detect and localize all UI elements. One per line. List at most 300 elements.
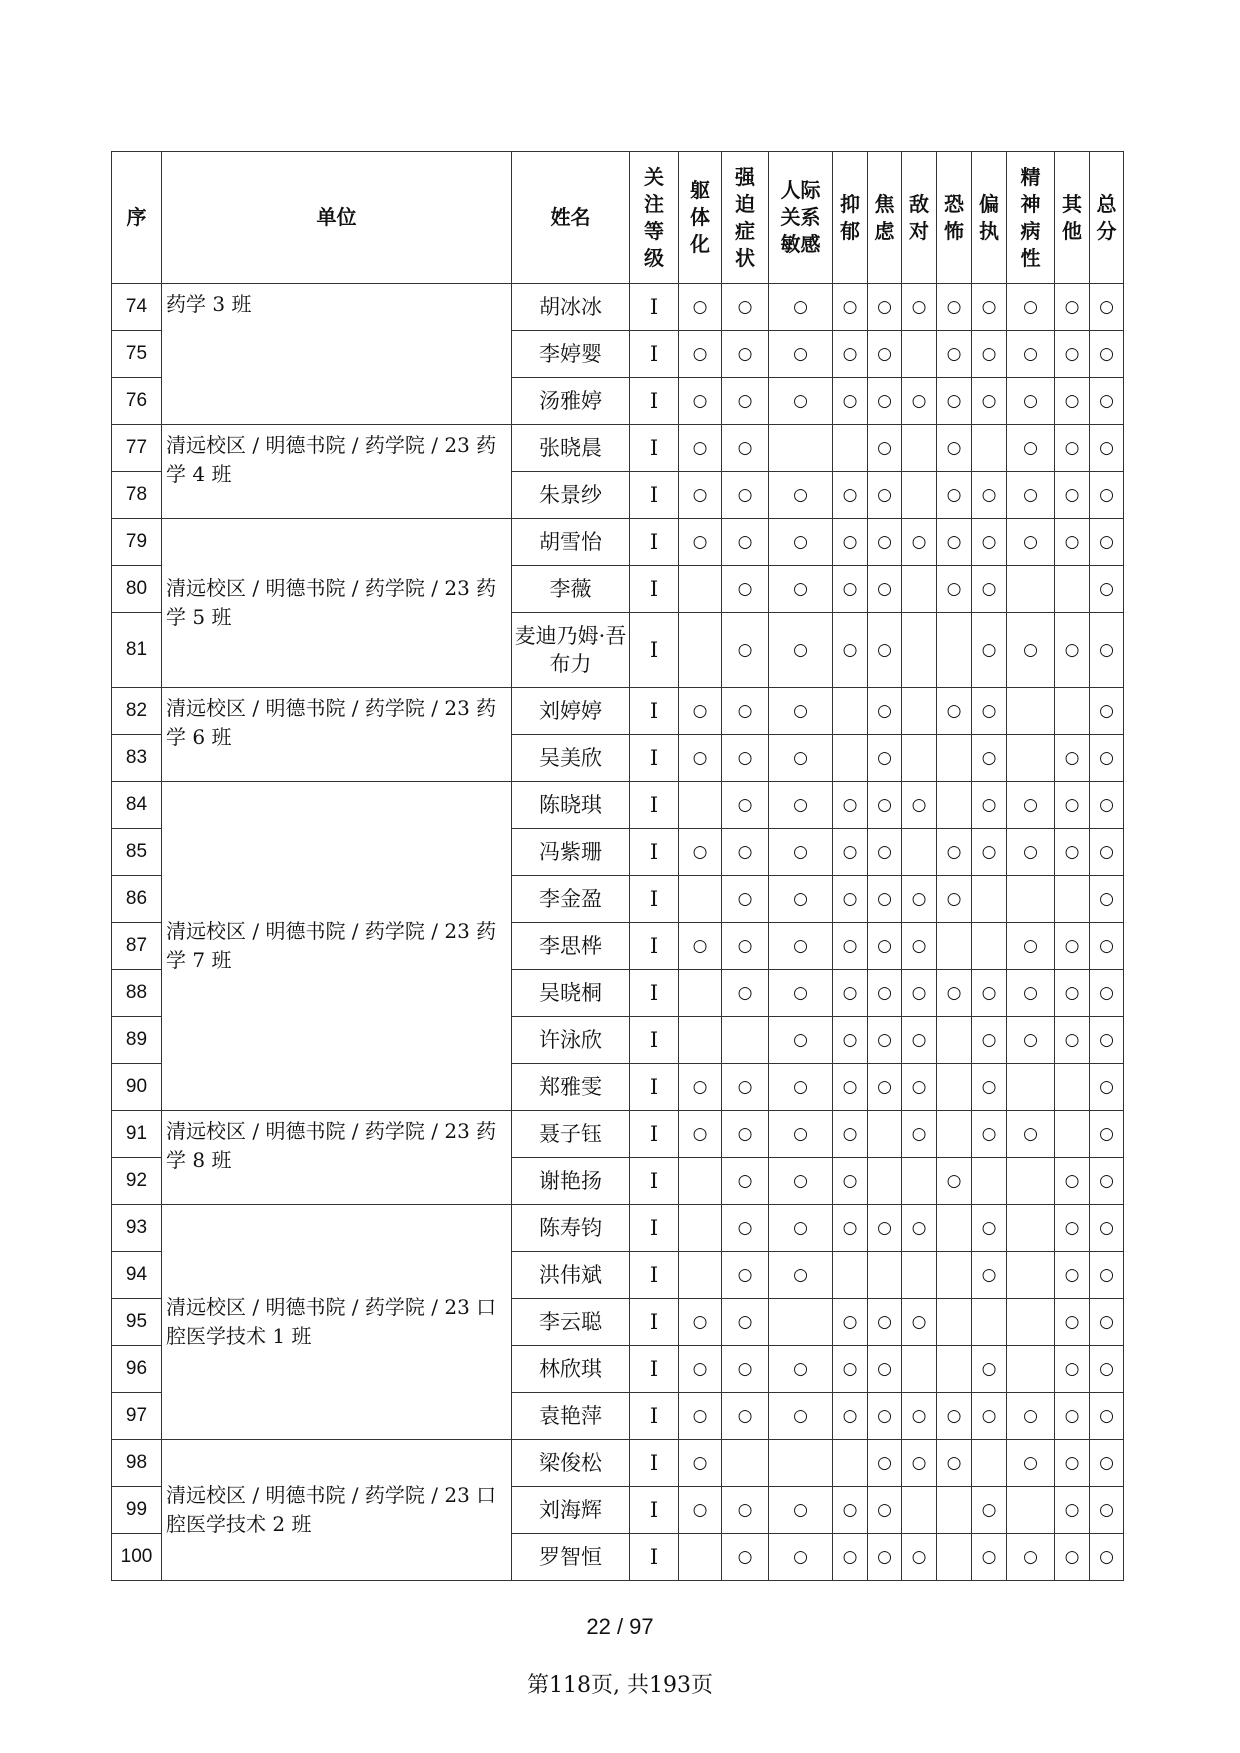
obsessive-cell: ○ bbox=[722, 782, 769, 829]
interpersonal-cell: ○ bbox=[769, 782, 833, 829]
anxiety-cell: ○ bbox=[868, 1393, 902, 1440]
psychoticism-cell: ○ bbox=[1007, 782, 1055, 829]
row-seq: 90 bbox=[112, 1064, 162, 1111]
phobia-cell bbox=[937, 1017, 972, 1064]
obsessive-cell: ○ bbox=[722, 425, 769, 472]
psych-screening-table bbox=[111, 151, 1124, 1581]
phobia-cell bbox=[937, 735, 972, 782]
obsessive-cell: ○ bbox=[722, 1393, 769, 1440]
other-cell: ○ bbox=[1055, 1252, 1090, 1299]
header-obsessive: 强迫症状 bbox=[722, 152, 769, 284]
other-cell: ○ bbox=[1055, 735, 1090, 782]
psychoticism-cell bbox=[1007, 1346, 1055, 1393]
student-name: 胡雪怡 bbox=[512, 519, 630, 566]
somatization-cell: ○ bbox=[679, 284, 722, 331]
somatization-cell bbox=[679, 782, 722, 829]
student-name: 胡冰冰 bbox=[512, 284, 630, 331]
obsessive-cell: ○ bbox=[722, 284, 769, 331]
total-cell: ○ bbox=[1090, 923, 1124, 970]
student-name: 袁艳萍 bbox=[512, 1393, 630, 1440]
row-seq: 96 bbox=[112, 1346, 162, 1393]
total-cell: ○ bbox=[1090, 1158, 1124, 1205]
student-name: 罗智恒 bbox=[512, 1534, 630, 1581]
phobia-cell bbox=[937, 1111, 972, 1158]
row-seq: 80 bbox=[112, 566, 162, 613]
hostility-cell: ○ bbox=[902, 1299, 937, 1346]
attention-level: Ⅰ bbox=[630, 1346, 679, 1393]
other-cell: ○ bbox=[1055, 970, 1090, 1017]
obsessive-cell: ○ bbox=[722, 688, 769, 735]
psychoticism-cell bbox=[1007, 1252, 1055, 1299]
somatization-cell: ○ bbox=[679, 1393, 722, 1440]
psychoticism-cell bbox=[1007, 1487, 1055, 1534]
other-cell: ○ bbox=[1055, 1205, 1090, 1252]
depression-cell bbox=[833, 425, 868, 472]
depression-cell bbox=[833, 735, 868, 782]
paranoia-cell bbox=[972, 923, 1007, 970]
somatization-cell: ○ bbox=[679, 1346, 722, 1393]
anxiety-cell: ○ bbox=[868, 284, 902, 331]
paranoia-cell: ○ bbox=[972, 1487, 1007, 1534]
row-seq: 98 bbox=[112, 1440, 162, 1487]
anxiety-cell: ○ bbox=[868, 566, 902, 613]
row-seq: 85 bbox=[112, 829, 162, 876]
psychoticism-cell: ○ bbox=[1007, 970, 1055, 1017]
unit-cell: 清远校区 / 明德书院 / 药学院 / 23 药学 6 班 bbox=[162, 688, 512, 782]
obsessive-cell: ○ bbox=[722, 1158, 769, 1205]
attention-level: Ⅰ bbox=[630, 1440, 679, 1487]
total-cell: ○ bbox=[1090, 1064, 1124, 1111]
obsessive-cell: ○ bbox=[722, 1064, 769, 1111]
student-name: 李思桦 bbox=[512, 923, 630, 970]
total-cell: ○ bbox=[1090, 876, 1124, 923]
interpersonal-cell: ○ bbox=[769, 566, 833, 613]
obsessive-cell: ○ bbox=[722, 876, 769, 923]
depression-cell: ○ bbox=[833, 1205, 868, 1252]
row-seq: 83 bbox=[112, 735, 162, 782]
somatization-cell: ○ bbox=[679, 1440, 722, 1487]
obsessive-cell: ○ bbox=[722, 1346, 769, 1393]
table-row bbox=[112, 519, 1124, 566]
anxiety-cell: ○ bbox=[868, 1440, 902, 1487]
hostility-cell: ○ bbox=[902, 1064, 937, 1111]
student-name: 吴美欣 bbox=[512, 735, 630, 782]
attention-level: Ⅰ bbox=[630, 1111, 679, 1158]
row-seq: 74 bbox=[112, 284, 162, 331]
other-cell: ○ bbox=[1055, 613, 1090, 688]
row-seq: 89 bbox=[112, 1017, 162, 1064]
total-cell: ○ bbox=[1090, 331, 1124, 378]
attention-level: Ⅰ bbox=[630, 1205, 679, 1252]
header-paranoia: 偏执 bbox=[972, 152, 1007, 284]
student-name: 聂子钰 bbox=[512, 1111, 630, 1158]
somatization-cell: ○ bbox=[679, 923, 722, 970]
somatization-cell bbox=[679, 1205, 722, 1252]
student-name: 汤雅婷 bbox=[512, 378, 630, 425]
phobia-cell bbox=[937, 1487, 972, 1534]
unit-cell: 清远校区 / 明德书院 / 药学院 / 23 药学 8 班 bbox=[162, 1111, 512, 1205]
student-name: 李云聪 bbox=[512, 1299, 630, 1346]
paranoia-cell: ○ bbox=[972, 472, 1007, 519]
total-cell: ○ bbox=[1090, 829, 1124, 876]
depression-cell: ○ bbox=[833, 519, 868, 566]
somatization-cell bbox=[679, 1017, 722, 1064]
obsessive-cell: ○ bbox=[722, 378, 769, 425]
page-footer: 第118页, 共193页 bbox=[527, 1673, 713, 1698]
phobia-cell bbox=[937, 1064, 972, 1111]
attention-level: Ⅰ bbox=[630, 425, 679, 472]
student-name: 许泳欣 bbox=[512, 1017, 630, 1064]
depression-cell: ○ bbox=[833, 1064, 868, 1111]
row-seq: 95 bbox=[112, 1299, 162, 1346]
total-cell: ○ bbox=[1090, 519, 1124, 566]
obsessive-cell: ○ bbox=[722, 1534, 769, 1581]
total-cell: ○ bbox=[1090, 378, 1124, 425]
total-cell: ○ bbox=[1090, 1017, 1124, 1064]
anxiety-cell: ○ bbox=[868, 923, 902, 970]
phobia-cell: ○ bbox=[937, 876, 972, 923]
obsessive-cell: ○ bbox=[722, 829, 769, 876]
hostility-cell: ○ bbox=[902, 782, 937, 829]
hostility-cell: ○ bbox=[902, 519, 937, 566]
total-cell: ○ bbox=[1090, 688, 1124, 735]
somatization-cell: ○ bbox=[679, 1111, 722, 1158]
interpersonal-cell: ○ bbox=[769, 331, 833, 378]
other-cell: ○ bbox=[1055, 284, 1090, 331]
total-cell: ○ bbox=[1090, 472, 1124, 519]
row-seq: 86 bbox=[112, 876, 162, 923]
total-cell: ○ bbox=[1090, 970, 1124, 1017]
student-name: 林欣琪 bbox=[512, 1346, 630, 1393]
row-seq: 79 bbox=[112, 519, 162, 566]
hostility-cell: ○ bbox=[902, 1017, 937, 1064]
attention-level: Ⅰ bbox=[630, 735, 679, 782]
row-seq: 99 bbox=[112, 1487, 162, 1534]
depression-cell bbox=[833, 1252, 868, 1299]
phobia-cell bbox=[937, 1534, 972, 1581]
phobia-cell bbox=[937, 613, 972, 688]
header-unit: 单位 bbox=[162, 152, 512, 284]
paranoia-cell bbox=[972, 1158, 1007, 1205]
anxiety-cell: ○ bbox=[868, 1064, 902, 1111]
other-cell: ○ bbox=[1055, 1440, 1090, 1487]
depression-cell: ○ bbox=[833, 1299, 868, 1346]
student-name: 李薇 bbox=[512, 566, 630, 613]
psychoticism-cell bbox=[1007, 1299, 1055, 1346]
somatization-cell: ○ bbox=[679, 378, 722, 425]
depression-cell: ○ bbox=[833, 331, 868, 378]
header-other: 其他 bbox=[1055, 152, 1090, 284]
student-name: 麦迪乃姆·吾布力 bbox=[512, 613, 630, 688]
attention-level: Ⅰ bbox=[630, 566, 679, 613]
depression-cell: ○ bbox=[833, 472, 868, 519]
anxiety-cell: ○ bbox=[868, 519, 902, 566]
interpersonal-cell bbox=[769, 1299, 833, 1346]
depression-cell: ○ bbox=[833, 1534, 868, 1581]
hostility-cell: ○ bbox=[902, 1393, 937, 1440]
obsessive-cell: ○ bbox=[722, 331, 769, 378]
total-cell: ○ bbox=[1090, 425, 1124, 472]
depression-cell: ○ bbox=[833, 1346, 868, 1393]
anxiety-cell: ○ bbox=[868, 331, 902, 378]
attention-level: Ⅰ bbox=[630, 472, 679, 519]
paranoia-cell: ○ bbox=[972, 1205, 1007, 1252]
paranoia-cell bbox=[972, 876, 1007, 923]
psychoticism-cell: ○ bbox=[1007, 519, 1055, 566]
interpersonal-cell bbox=[769, 1440, 833, 1487]
attention-level: Ⅰ bbox=[630, 378, 679, 425]
interpersonal-cell: ○ bbox=[769, 1158, 833, 1205]
somatization-cell bbox=[679, 1158, 722, 1205]
hostility-cell: ○ bbox=[902, 1205, 937, 1252]
anxiety-cell: ○ bbox=[868, 1487, 902, 1534]
phobia-cell: ○ bbox=[937, 566, 972, 613]
depression-cell: ○ bbox=[833, 923, 868, 970]
hostility-cell: ○ bbox=[902, 876, 937, 923]
hostility-cell bbox=[902, 735, 937, 782]
depression-cell: ○ bbox=[833, 1017, 868, 1064]
obsessive-cell: ○ bbox=[722, 923, 769, 970]
phobia-cell: ○ bbox=[937, 425, 972, 472]
psychoticism-cell: ○ bbox=[1007, 378, 1055, 425]
paranoia-cell: ○ bbox=[972, 519, 1007, 566]
interpersonal-cell: ○ bbox=[769, 1017, 833, 1064]
depression-cell: ○ bbox=[833, 1487, 868, 1534]
header-row bbox=[112, 152, 1124, 284]
unit-cell: 清远校区 / 明德书院 / 药学院 / 23 药学 4 班 bbox=[162, 425, 512, 519]
header-level: 关注等级 bbox=[630, 152, 679, 284]
header-interpersonal: 人际关系敏感 bbox=[769, 152, 833, 284]
other-cell: ○ bbox=[1055, 1299, 1090, 1346]
other-cell: ○ bbox=[1055, 472, 1090, 519]
hostility-cell bbox=[902, 472, 937, 519]
table-row bbox=[112, 688, 1124, 735]
attention-level: Ⅰ bbox=[630, 613, 679, 688]
other-cell bbox=[1055, 1111, 1090, 1158]
anxiety-cell: ○ bbox=[868, 1205, 902, 1252]
student-name: 冯紫珊 bbox=[512, 829, 630, 876]
row-seq: 84 bbox=[112, 782, 162, 829]
other-cell: ○ bbox=[1055, 1487, 1090, 1534]
total-cell: ○ bbox=[1090, 566, 1124, 613]
somatization-cell bbox=[679, 566, 722, 613]
hostility-cell: ○ bbox=[902, 923, 937, 970]
paranoia-cell: ○ bbox=[972, 1534, 1007, 1581]
other-cell bbox=[1055, 566, 1090, 613]
depression-cell: ○ bbox=[833, 566, 868, 613]
header-depression: 抑郁 bbox=[833, 152, 868, 284]
hostility-cell bbox=[902, 613, 937, 688]
interpersonal-cell: ○ bbox=[769, 519, 833, 566]
anxiety-cell: ○ bbox=[868, 782, 902, 829]
total-cell: ○ bbox=[1090, 735, 1124, 782]
student-name: 李金盈 bbox=[512, 876, 630, 923]
attention-level: Ⅰ bbox=[630, 1534, 679, 1581]
table-row bbox=[112, 284, 1124, 331]
hostility-cell bbox=[902, 1252, 937, 1299]
psychoticism-cell: ○ bbox=[1007, 1111, 1055, 1158]
hostility-cell bbox=[902, 829, 937, 876]
anxiety-cell: ○ bbox=[868, 1346, 902, 1393]
anxiety-cell bbox=[868, 1111, 902, 1158]
attention-level: Ⅰ bbox=[630, 284, 679, 331]
other-cell: ○ bbox=[1055, 923, 1090, 970]
hostility-cell bbox=[902, 1346, 937, 1393]
psychoticism-cell: ○ bbox=[1007, 284, 1055, 331]
hostility-cell: ○ bbox=[902, 970, 937, 1017]
student-name: 朱景纱 bbox=[512, 472, 630, 519]
student-name: 谢艳扬 bbox=[512, 1158, 630, 1205]
total-cell: ○ bbox=[1090, 1534, 1124, 1581]
other-cell: ○ bbox=[1055, 425, 1090, 472]
attention-level: Ⅰ bbox=[630, 876, 679, 923]
psychoticism-cell: ○ bbox=[1007, 425, 1055, 472]
hostility-cell: ○ bbox=[902, 1534, 937, 1581]
row-seq: 93 bbox=[112, 1205, 162, 1252]
attention-level: Ⅰ bbox=[630, 331, 679, 378]
psychoticism-cell bbox=[1007, 1205, 1055, 1252]
paranoia-cell: ○ bbox=[972, 566, 1007, 613]
interpersonal-cell: ○ bbox=[769, 688, 833, 735]
obsessive-cell: ○ bbox=[722, 566, 769, 613]
phobia-cell: ○ bbox=[937, 1393, 972, 1440]
attention-level: Ⅰ bbox=[630, 519, 679, 566]
attention-level: Ⅰ bbox=[630, 1064, 679, 1111]
anxiety-cell: ○ bbox=[868, 688, 902, 735]
paranoia-cell: ○ bbox=[972, 782, 1007, 829]
student-name: 吴晓桐 bbox=[512, 970, 630, 1017]
psychoticism-cell bbox=[1007, 876, 1055, 923]
total-cell: ○ bbox=[1090, 1299, 1124, 1346]
student-name: 陈寿钧 bbox=[512, 1205, 630, 1252]
unit-cell: 清远校区 / 明德书院 / 药学院 / 23 口腔医学技术 1 班 bbox=[162, 1205, 512, 1440]
anxiety-cell: ○ bbox=[868, 613, 902, 688]
header-psychoticism: 精神病性 bbox=[1007, 152, 1055, 284]
psychoticism-cell bbox=[1007, 1064, 1055, 1111]
paranoia-cell: ○ bbox=[972, 613, 1007, 688]
interpersonal-cell: ○ bbox=[769, 1111, 833, 1158]
anxiety-cell: ○ bbox=[868, 425, 902, 472]
table-row bbox=[112, 425, 1124, 472]
interpersonal-cell: ○ bbox=[769, 970, 833, 1017]
psychoticism-cell: ○ bbox=[1007, 613, 1055, 688]
phobia-cell bbox=[937, 1346, 972, 1393]
attention-level: Ⅰ bbox=[630, 970, 679, 1017]
depression-cell: ○ bbox=[833, 613, 868, 688]
psychoticism-cell bbox=[1007, 688, 1055, 735]
depression-cell: ○ bbox=[833, 1111, 868, 1158]
phobia-cell bbox=[937, 1252, 972, 1299]
paranoia-cell: ○ bbox=[972, 284, 1007, 331]
somatization-cell: ○ bbox=[679, 1487, 722, 1534]
total-cell: ○ bbox=[1090, 1346, 1124, 1393]
phobia-cell bbox=[937, 1205, 972, 1252]
anxiety-cell: ○ bbox=[868, 970, 902, 1017]
attention-level: Ⅰ bbox=[630, 782, 679, 829]
depression-cell bbox=[833, 1440, 868, 1487]
row-seq: 91 bbox=[112, 1111, 162, 1158]
hostility-cell bbox=[902, 425, 937, 472]
other-cell: ○ bbox=[1055, 331, 1090, 378]
interpersonal-cell: ○ bbox=[769, 1205, 833, 1252]
total-cell: ○ bbox=[1090, 1111, 1124, 1158]
psychoticism-cell: ○ bbox=[1007, 1534, 1055, 1581]
row-seq: 94 bbox=[112, 1252, 162, 1299]
row-seq: 82 bbox=[112, 688, 162, 735]
somatization-cell: ○ bbox=[679, 519, 722, 566]
attention-level: Ⅰ bbox=[630, 923, 679, 970]
phobia-cell: ○ bbox=[937, 331, 972, 378]
table-body bbox=[112, 284, 1124, 1581]
header-total: 总分 bbox=[1090, 152, 1124, 284]
other-cell: ○ bbox=[1055, 378, 1090, 425]
table-row bbox=[112, 1111, 1124, 1158]
interpersonal-cell: ○ bbox=[769, 613, 833, 688]
other-cell bbox=[1055, 1064, 1090, 1111]
anxiety-cell bbox=[868, 1252, 902, 1299]
anxiety-cell: ○ bbox=[868, 829, 902, 876]
depression-cell: ○ bbox=[833, 1393, 868, 1440]
somatization-cell: ○ bbox=[679, 1299, 722, 1346]
student-name: 刘婷婷 bbox=[512, 688, 630, 735]
depression-cell bbox=[833, 688, 868, 735]
total-cell: ○ bbox=[1090, 1393, 1124, 1440]
somatization-cell bbox=[679, 876, 722, 923]
interpersonal-cell: ○ bbox=[769, 284, 833, 331]
paranoia-cell bbox=[972, 1299, 1007, 1346]
somatization-cell bbox=[679, 970, 722, 1017]
interpersonal-cell: ○ bbox=[769, 1252, 833, 1299]
obsessive-cell: ○ bbox=[722, 970, 769, 1017]
other-cell: ○ bbox=[1055, 829, 1090, 876]
psychoticism-cell bbox=[1007, 566, 1055, 613]
table-row bbox=[112, 1205, 1124, 1252]
student-name: 郑雅雯 bbox=[512, 1064, 630, 1111]
row-seq: 92 bbox=[112, 1158, 162, 1205]
somatization-cell: ○ bbox=[679, 829, 722, 876]
paranoia-cell: ○ bbox=[972, 1346, 1007, 1393]
other-cell: ○ bbox=[1055, 1534, 1090, 1581]
obsessive-cell: ○ bbox=[722, 735, 769, 782]
anxiety-cell: ○ bbox=[868, 1299, 902, 1346]
psychoticism-cell: ○ bbox=[1007, 331, 1055, 378]
other-cell: ○ bbox=[1055, 1158, 1090, 1205]
header-somatization: 躯体化 bbox=[679, 152, 722, 284]
header-seq: 序 bbox=[112, 152, 162, 284]
interpersonal-cell: ○ bbox=[769, 923, 833, 970]
header-hostility: 敌对 bbox=[902, 152, 937, 284]
unit-cell: 清远校区 / 明德书院 / 药学院 / 23 药学 7 班 bbox=[162, 782, 512, 1111]
hostility-cell: ○ bbox=[902, 284, 937, 331]
total-cell: ○ bbox=[1090, 613, 1124, 688]
row-seq: 81 bbox=[112, 613, 162, 688]
somatization-cell: ○ bbox=[679, 425, 722, 472]
interpersonal-cell: ○ bbox=[769, 876, 833, 923]
depression-cell: ○ bbox=[833, 284, 868, 331]
depression-cell: ○ bbox=[833, 876, 868, 923]
interpersonal-cell: ○ bbox=[769, 1393, 833, 1440]
obsessive-cell: ○ bbox=[722, 1111, 769, 1158]
obsessive-cell bbox=[722, 1017, 769, 1064]
obsessive-cell: ○ bbox=[722, 519, 769, 566]
psychoticism-cell bbox=[1007, 1158, 1055, 1205]
paranoia-cell: ○ bbox=[972, 688, 1007, 735]
obsessive-cell: ○ bbox=[722, 1487, 769, 1534]
row-seq: 77 bbox=[112, 425, 162, 472]
other-cell: ○ bbox=[1055, 519, 1090, 566]
row-seq: 100 bbox=[112, 1534, 162, 1581]
somatization-cell bbox=[679, 1252, 722, 1299]
